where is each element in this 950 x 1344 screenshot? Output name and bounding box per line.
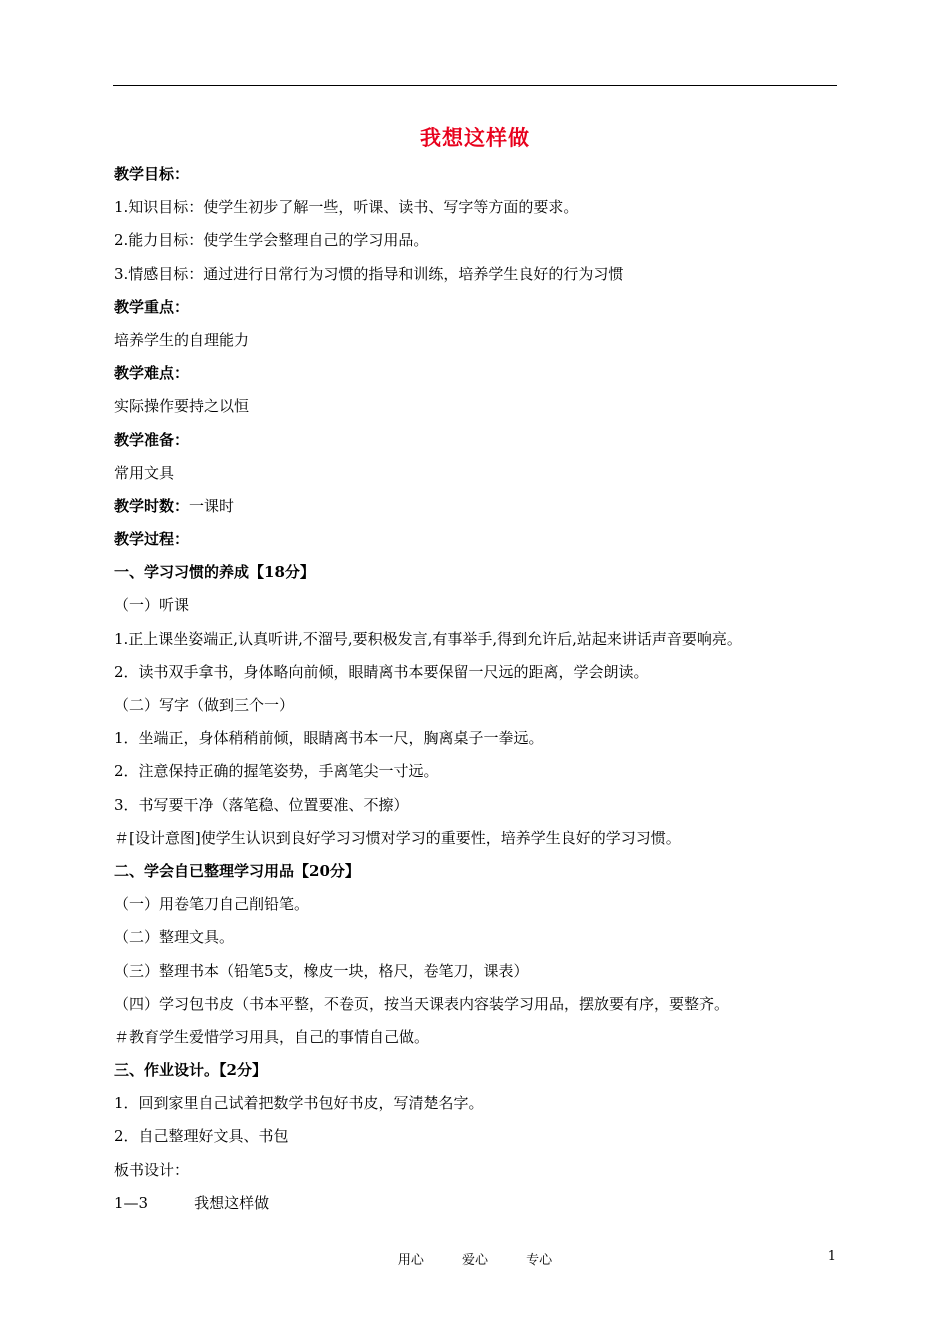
line-text: 实际操作要持之以恒 [114,397,250,416]
text-line [114,1091,844,1124]
footer-word: 用心 [397,1253,424,1268]
line-text: （一）用卷笔刀自己削铅笔。 [114,895,310,914]
text-line [114,627,844,660]
text-line [114,461,844,494]
text-line [114,1058,844,1091]
line-heading: 教学准备： [114,430,190,449]
text-line [114,693,844,726]
text-line [114,560,844,593]
text-line [114,228,844,261]
text-line [114,1025,844,1058]
text-line [114,195,844,228]
text-line [114,494,844,527]
header-rule [113,85,837,86]
text-line [114,759,844,792]
text-line [114,925,844,958]
document-title: 我想这样做 [420,125,530,150]
line-text: ＃[设计意图]使学生认识到良好学习习惯对学习的重要性，培养学生良好的学习习惯。 [114,828,681,847]
line-text: 3．书写要干净（落笔稳、位置要准、不擦） [114,795,409,814]
text-line [114,361,844,394]
text-line [114,162,844,195]
text-line [114,1158,844,1191]
line-text: 1．坐端正，身体稍稍前倾，眼睛离书本一尺，胸离桌子一拳远。 [114,729,544,748]
line-text: 3.情感目标：通过进行日常行为习惯的指导和训练，培养学生良好的行为习惯 [114,264,624,283]
line-text: 2.能力目标：使学生学会整理自己的学习用品。 [114,231,429,250]
text-line [114,793,844,826]
document-body [114,162,844,1224]
line-text: 1.知识目标：使学生初步了解一些，听课、读书、写字等方面的要求。 [114,198,579,217]
text-line [114,992,844,1025]
text-line [114,959,844,992]
line-heading: 二、学会自已整理学习用品【20分】 [114,861,360,880]
line-text: 2．注意保持正确的握笔姿势，手离笔尖一寸远。 [114,762,439,781]
line-text: （四）学习包书皮（书本平整，不卷页，按当天课表内容装学习用品，摆放要有序，要整齐。 [114,994,730,1013]
text-line [114,892,844,925]
footer-word: 爱心 [461,1253,488,1268]
board-number: 1—3 [114,1193,149,1212]
text-line [114,328,844,361]
text-line [114,859,844,892]
board-design-line [114,1191,844,1224]
line-heading: 三、作业设计。【2分】 [114,1061,267,1080]
line-text: 2．读书双手拿书，身体略向前倾，眼睛离书本要保留一尺远的距离，学会朗读。 [114,662,649,681]
line-text: 常用文具 [114,463,175,482]
line-text: 1.正上课坐姿端正,认真听讲,不溜号,要积极发言,有事举手,得到允许后,站起来讲话声音要响亮。 [114,629,742,648]
text-line [114,262,844,295]
line-heading: 一、学习习惯的养成【18分】 [114,563,315,582]
line-text: 1．回到家里自己试着把数学书包好书皮，写清楚名字。 [114,1094,484,1113]
text-line [114,593,844,626]
line-text: （二）整理文具。 [114,928,235,947]
line-text: 2．自己整理好文具、书包 [114,1127,289,1146]
line-text: 培养学生的自理能力 [114,330,250,349]
line-text: ＃教育学生爱惜学习用具，自己的事情自己做。 [114,1027,430,1046]
text-line [114,1124,844,1157]
text-line [114,394,844,427]
page-number: 1 [827,1249,836,1264]
text-line [114,826,844,859]
line-heading: 教学重点： [114,297,190,316]
line-text: 板书设计： [114,1160,190,1179]
text-line [114,527,844,560]
line-heading: 教学过程： [114,530,190,549]
text-line [114,726,844,759]
line-text: 一课时 [189,496,235,515]
line-heading: 教学时数： [114,496,190,515]
text-line [114,428,844,461]
line-text: （二）写字（做到三个一） [114,696,295,714]
line-text: （三）整理书本（铅笔5支，橡皮一块，格尺，卷笔刀，课表） [114,961,529,980]
text-line [114,660,844,693]
text-line [114,295,844,328]
footer-word: 专心 [526,1253,553,1268]
line-text: （一）听课 [114,596,190,615]
line-heading: 教学目标： [114,165,190,183]
footer-motto [0,1249,950,1268]
line-heading: 教学难点： [114,364,190,383]
board-title: 我想这样做 [194,1193,270,1212]
